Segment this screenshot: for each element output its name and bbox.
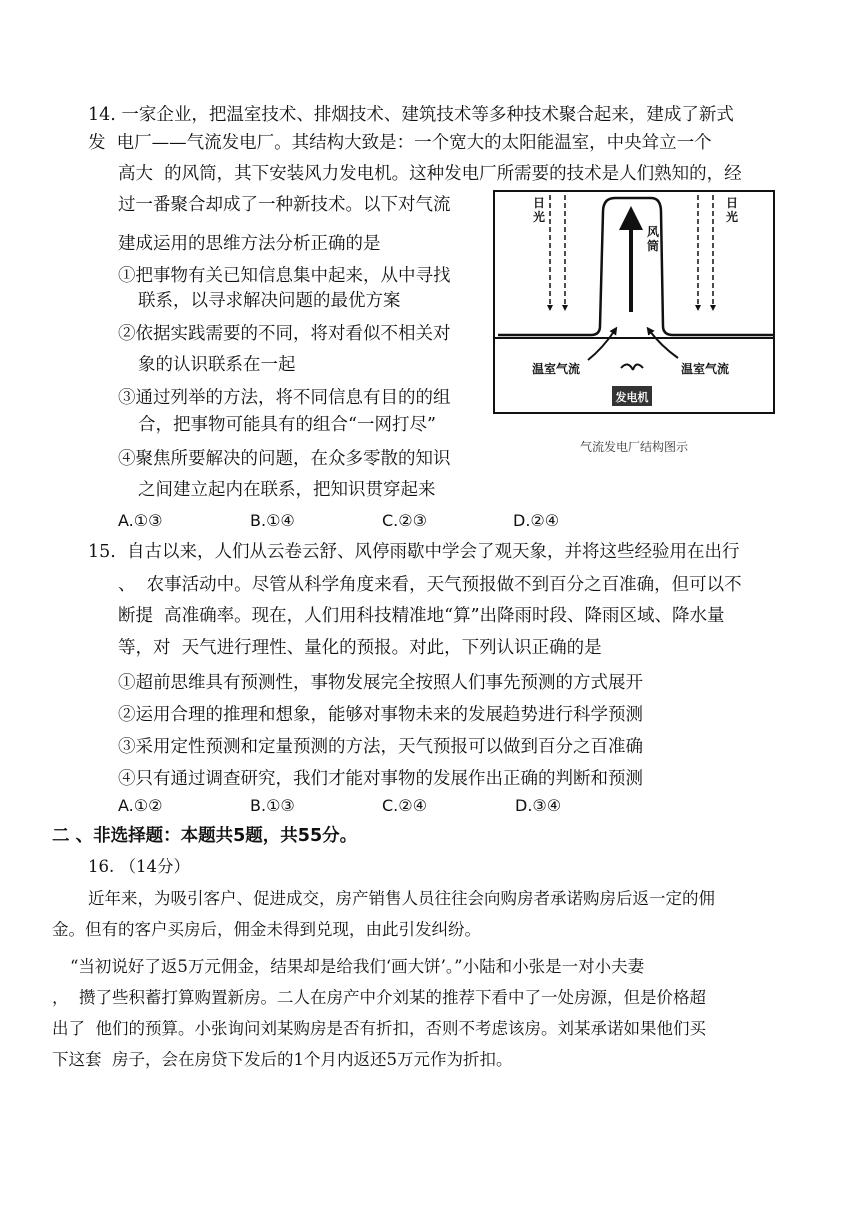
q14-line-2: 发 电厂——气流发电厂。其结构大致是：一个宽大的太阳能温室，中央耸立一个 (88, 133, 712, 153)
q15-line-2: 、 农事活动中。尽管从科学角度来看，天气预报做不到百分之百准确，但可以不 (118, 575, 742, 595)
figure-caption: 气流发电厂结构图示 (579, 440, 688, 454)
sunlight-label-left-2: 光 (533, 210, 546, 224)
q15-line-1: 15. 自古以来，人们从云卷云舒、风停雨歇中学会了观天象，并将这些经验用在出行 (88, 542, 740, 562)
q14-option-b: B.①④ (250, 511, 295, 530)
q14-line-3: 高大 的风筒，其下安装风力发电机。这种发电厂所需要的技术是人们熟知的，经 (118, 164, 742, 184)
sunlight-label-right-2: 光 (726, 210, 739, 224)
q14-item-1a: ①把事物有关已知信息集中起来，从中寻找 (118, 266, 451, 286)
q14-item-4a: ④聚焦所要解决的问题，在众多零散的知识 (118, 449, 451, 469)
power-plant-diagram (493, 190, 775, 416)
q14-line-1: 14. 一家企业，把温室技术、排烟技术、建筑技术等多种技术聚合起来，建成了新式 (88, 105, 734, 125)
q15-option-a: A.①② (118, 796, 163, 815)
sunlight-label-left-1: 日 (533, 196, 546, 210)
chimney-label-2: 筒 (647, 239, 660, 253)
diagram-frame (494, 191, 774, 413)
q16-line-3: “当初说好了返5万元佣金，结果却是给我们‘画大饼’。”小陆和小张是一对小夫妻 (70, 957, 645, 976)
generator-label: 发电机 (615, 391, 649, 404)
q14-item-1b: 联系，以寻求解决问题的最优方案 (138, 291, 401, 311)
greenhouse-flow-label-right: 温室气流 (681, 362, 730, 376)
q14-item-2a: ②依据实践需要的不同，将对看似不相关对 (118, 324, 451, 344)
sunlight-label-right-1: 日 (726, 196, 739, 210)
q14-item-4b: 之间建立起内在联系，把知识贯穿起来 (138, 480, 436, 500)
q14-option-a: A.①③ (118, 511, 163, 530)
q14-item-3b: 合，把事物可能具有的组合“一网打尽” (138, 415, 436, 435)
q15-line-3: 断提 高准确率。现在，人们用科技精准地“算”出降雨时段、降雨区域、降水量 (118, 606, 725, 626)
q14-line-4: 过一番聚合却成了一种新技术。以下对气流 (118, 195, 451, 215)
q15-option-d: D.③④ (515, 796, 562, 815)
q16-number: 16. （14分） (88, 857, 190, 876)
q15-item-2: ②运用合理的推理和想象，能够对事物未来的发展趋势进行科学预测 (118, 705, 643, 725)
section-heading: 二 、非选择题：本题共5题，共55分。 (52, 826, 358, 846)
q14-item-3a: ③通过列举的方法，将不同信息有目的的组 (118, 388, 451, 408)
q15-item-4: ④只有通过调查研究，我们才能对事物的发展作出正确的判断和预测 (118, 769, 643, 789)
q16-line-5: 出了 他们的预算。小张询问刘某购房是否有折扣，否则不考虑该房。刘某承诺如果他们买 (52, 1019, 706, 1038)
q14-line-5: 建成运用的思维方法分析正确的是 (118, 234, 381, 254)
greenhouse-flow-label-left: 温室气流 (532, 362, 581, 376)
q16-line-1: 近年来，为吸引客户、促进成交，房产销售人员往往会向购房者承诺购房后返一定的佣 (88, 889, 715, 908)
q14-option-d: D.②④ (513, 511, 560, 530)
q16-line-6: 下这套 房子，会在房贷下发后的1个月内返还5万元作为折扣。 (52, 1050, 513, 1069)
q16-line-2: 金。但有的客户买房后，佣金未得到兑现，由此引发纠纷。 (52, 920, 481, 939)
q15-item-3: ③采用定性预测和定量预测的方法，天气预报可以做到百分之百准确 (118, 737, 643, 757)
q14-option-c: C.②③ (382, 511, 427, 530)
q15-line-4: 等，对 天气进行理性、量化的预报。对此，下列认识正确的是 (118, 638, 602, 658)
q14-item-2b: 象的认识联系在一起 (138, 355, 296, 375)
q16-line-4: ， 攒了些积蓄打算购置新房。二人在房产中介刘某的推荐下看中了一处房源，但是价格超 (52, 988, 706, 1007)
q15-option-c: C.②④ (382, 796, 427, 815)
q15-option-b: B.①③ (250, 796, 295, 815)
q15-item-1: ①超前思维具有预测性，事物发展完全按照人们事先预测的方式展开 (118, 673, 643, 693)
chimney-label-1: 风 (647, 225, 660, 239)
